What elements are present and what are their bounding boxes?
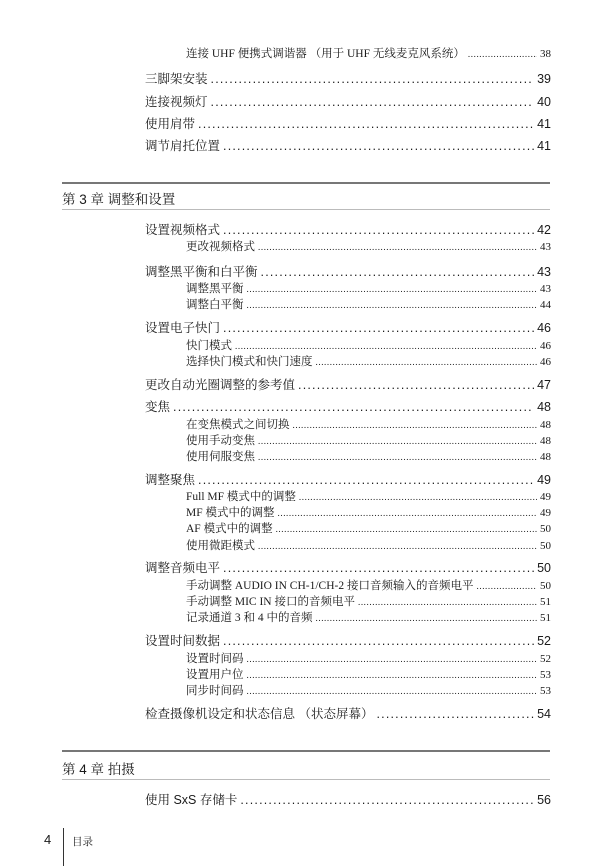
dot-leader [247,685,538,697]
toc-subentry[interactable] [186,537,551,553]
toc-subentry[interactable] [186,432,551,448]
chapter-rule [62,182,550,184]
toc-subentry[interactable] [186,416,551,432]
dot-leader [235,340,537,352]
dot-leader [173,400,534,414]
dot-leader [258,241,537,253]
toc-subentry[interactable] [186,520,551,536]
dot-leader [247,653,538,665]
toc-entry-page: 50 [540,540,551,552]
toc-entry-title: 调整黑平衡和白平衡 [145,265,258,279]
dot-leader [299,491,537,503]
toc-entry-title: AF 模式中的调整 [186,523,273,535]
toc-subentry[interactable] [186,448,551,464]
chapter-heading: 第 4 章 拍摄 [62,762,135,777]
toc-entry-title: 使用微距模式 [186,540,255,552]
toc-entry-title: 调整音频电平 [145,561,221,575]
toc-entry-page: 52 [540,653,551,665]
dot-leader [223,634,534,648]
dot-leader [247,669,538,681]
toc-subentry[interactable] [186,682,551,698]
toc-entry[interactable] [145,318,551,336]
toc-subentry[interactable] [186,593,551,609]
toc-subentry[interactable] [186,666,551,682]
dot-leader [316,612,538,624]
toc-entry-page: 48 [540,419,551,431]
toc-entry-title: 变焦 [145,400,171,414]
toc-entry[interactable] [145,631,551,649]
toc-entry-title: 设置时间码 [186,653,244,665]
toc-entry[interactable] [145,375,551,393]
dot-leader [211,95,535,109]
toc-entry[interactable] [145,92,551,110]
toc-entry-page: 50 [540,580,551,592]
toc-entry-title: 调节肩托位置 [145,139,221,153]
toc-entry-page: 41 [537,139,551,153]
toc-entry-page: 53 [540,669,551,681]
toc-entry-title: 设置视频格式 [145,223,221,237]
dot-leader [247,299,538,311]
toc-entry-page: 50 [537,561,551,575]
toc-entry[interactable] [145,69,551,87]
footer-label: 目录 [72,836,93,848]
toc-subentry[interactable] [186,337,551,353]
toc-entry-page: 48 [540,451,551,463]
dot-leader [293,419,538,431]
toc-entry[interactable] [145,220,551,238]
dot-leader [261,265,535,279]
toc-subentry[interactable] [186,504,551,520]
toc-entry-title: 调整聚焦 [145,473,196,487]
toc-entry[interactable] [145,790,551,808]
toc-subentry[interactable] [186,353,551,369]
dot-leader [376,707,534,721]
toc-entry-title: 手动调整 MIC IN 接口的音频电平 [186,596,355,608]
chapter-heading: 第 3 章 调整和设置 [62,192,176,207]
toc-subentry[interactable] [186,296,551,312]
dot-leader [258,435,537,447]
toc-entry-title: 检查摄像机设定和状态信息 （状态屏幕） [145,707,374,721]
toc-entry-page: 43 [540,283,551,295]
toc-entry[interactable] [186,45,551,61]
toc-subentry[interactable] [186,280,551,296]
dot-leader [278,507,538,519]
toc-entry-title: 同步时间码 [186,685,244,697]
toc-entry-page: 39 [537,72,551,86]
toc-entry-title: 记录通道 3 和 4 中的音频 [186,612,313,624]
toc-entry-title: 使用伺服变焦 [186,451,255,463]
toc-entry-page: 49 [540,491,551,503]
toc-entry[interactable] [145,558,551,576]
toc-entry-page: 38 [540,48,551,60]
dot-leader [198,117,534,131]
toc-entry-title: 在变焦模式之间切换 [186,419,290,431]
toc-entry-page: 46 [540,340,551,352]
toc-entry-page: 40 [537,95,551,109]
toc-entry-title: MF 模式中的调整 [186,507,275,519]
dot-leader [477,580,538,592]
toc-subentry[interactable] [186,488,551,504]
toc-entry-title: 连接视频灯 [145,95,208,109]
toc-entry-title: 快门模式 [186,340,232,352]
toc-entry[interactable] [145,136,551,154]
toc-entry-page: 52 [537,634,551,648]
toc-subentry[interactable] [186,238,551,254]
chapter-rule [62,779,550,780]
toc-entry-title: 三脚架安装 [145,72,208,86]
toc-entry-title: 设置时间数据 [145,634,221,648]
dot-leader [247,283,538,295]
toc-entry-title: 设置用户位 [186,669,244,681]
dot-leader [198,473,534,487]
toc-entry-page: 47 [537,378,551,392]
toc-entry[interactable] [145,704,551,722]
dot-leader [316,356,538,368]
toc-subentry[interactable] [186,609,551,625]
toc-entry-page: 51 [540,596,551,608]
toc-entry-page: 48 [540,435,551,447]
toc-entry-title: 设置电子快门 [145,321,221,335]
toc-entry[interactable] [145,114,551,132]
toc-entry-page: 53 [540,685,551,697]
dot-leader [358,596,537,608]
chapter-rule [62,750,550,752]
toc-entry[interactable] [145,262,551,280]
toc-entry-page: 56 [537,793,551,807]
toc-entry-title: 调整黑平衡 [186,283,244,295]
toc-entry[interactable] [145,397,551,415]
toc-entry-page: 42 [537,223,551,237]
toc-entry-title: 使用 SxS 存储卡 [145,793,238,807]
toc-entry-title: 调整白平衡 [186,299,244,311]
dot-leader [223,139,534,153]
toc-entry-title: 更改自动光圈调整的参考值 [145,378,296,392]
toc-entry-page: 54 [537,707,551,721]
chapter-rule [62,209,550,210]
dot-leader [258,451,537,463]
toc-entry-page: 46 [540,356,551,368]
dot-leader [223,223,534,237]
toc-entry-page: 46 [537,321,551,335]
toc-subentry[interactable] [186,650,551,666]
toc-entry-page: 43 [537,265,551,279]
toc-entry-title: 选择快门模式和快门速度 [186,356,313,368]
toc-subentry[interactable] [186,577,551,593]
toc-entry-page: 49 [537,473,551,487]
dot-leader [223,321,534,335]
toc-entry[interactable] [145,470,551,488]
dot-leader [276,523,537,535]
dot-leader [258,540,537,552]
dot-leader [298,378,534,392]
toc-entry-page: 51 [540,612,551,624]
toc-entry-page: 43 [540,241,551,253]
toc-entry-title: 使用肩带 [145,117,196,131]
toc-entry-page: 48 [537,400,551,414]
toc-entry-page: 44 [540,299,551,311]
dot-leader [468,48,537,60]
toc-entry-title: 更改视频格式 [186,241,255,253]
toc-entry-page: 50 [540,523,551,535]
toc-entry-title: Full MF 模式中的调整 [186,491,296,503]
toc-entry-title: 手动调整 AUDIO IN CH-1/CH-2 接口音频输入的音频电平 [186,580,474,592]
toc-entry-title: 连接 UHF 便携式调谐器 （用于 UHF 无线麦克风系统） [186,48,465,60]
toc-entry-title: 使用手动变焦 [186,435,255,447]
dot-leader [240,793,534,807]
page-number: 4 [44,832,52,847]
toc-entry-page: 41 [537,117,551,131]
footer-divider [63,828,64,866]
dot-leader [211,72,535,86]
toc-entry-page: 49 [540,507,551,519]
dot-leader [223,561,534,575]
